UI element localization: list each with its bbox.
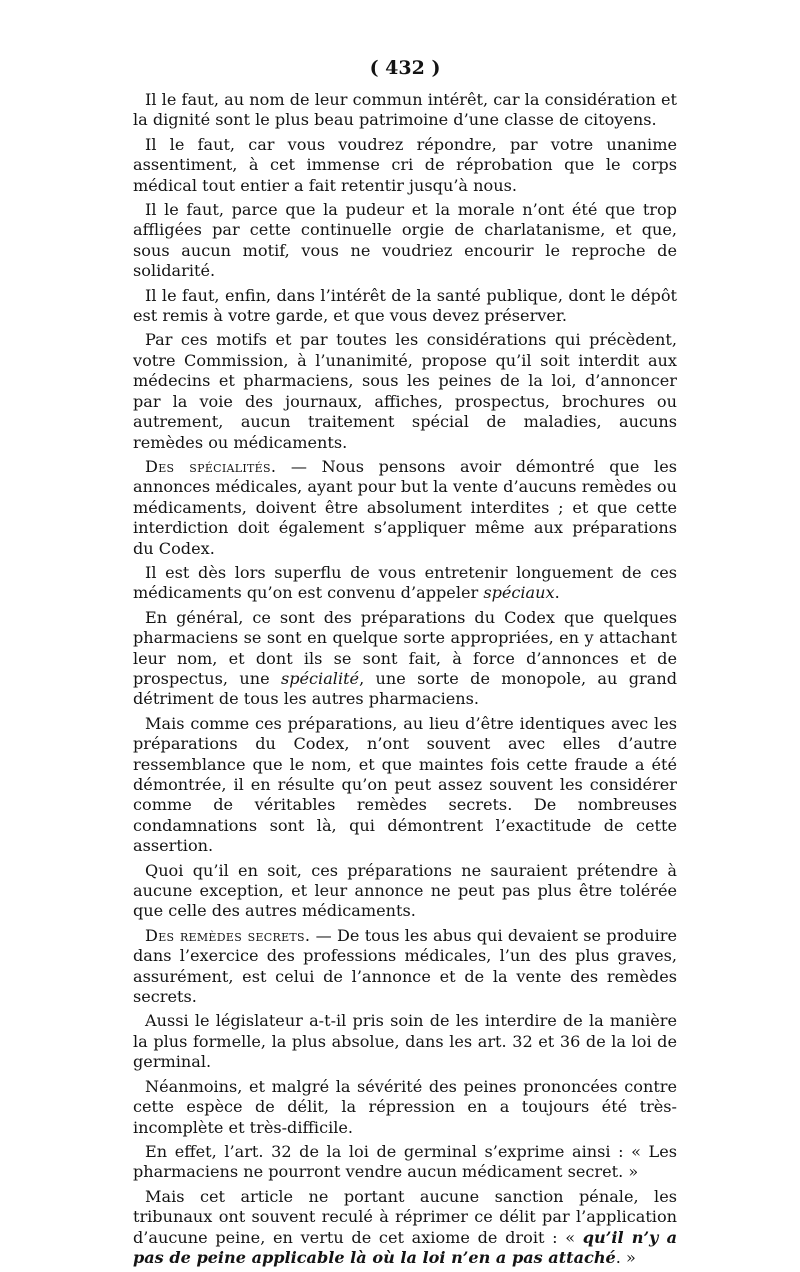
- paragraph-text: Aussi le législateur a-t-il pris soin de les interdire de la manière la plus formelle, la plus absolue, dans les art. 32 et 36 de la loi de germinal.: [133, 1011, 677, 1072]
- section-heading: Des remèdes secrets.: [145, 925, 311, 945]
- italic-term: spéciaux: [483, 583, 555, 603]
- paragraph-text-end: . »: [615, 1247, 636, 1267]
- paragraph-text: Il le faut, car vous voudrez répondre, par votre unanime assentiment, à cet immense cri de réprobation que le corps médical tout entier a fait retentir jusqu’à nous.: [133, 134, 677, 195]
- italic-term: spécialité: [280, 668, 360, 688]
- paragraph-text: Il le faut, au nom de leur commun intérêt, car la considération et la dignité sont le plus beau patrimoine d’une classe de citoyens.: [133, 90, 677, 130]
- paragraph: [133, 861, 677, 922]
- paragraph-text: En effet, l’art. 32 de la loi de germinal s’exprime ainsi : « Les pharmaciens ne pourront vendre aucun médicament secret. »: [133, 1141, 677, 1182]
- paragraph-text: Il est dès lors superflu de vous entretenir longuement de ces médicaments qu’on est convenu d’appeler: [133, 562, 677, 603]
- paragraph: [133, 330, 677, 452]
- paragraph: [133, 286, 677, 327]
- paragraph-text: Néanmoins, et malgré la sévérité des peines prononcées contre cette espèce de délit, la répression en a toujours été très-incomplète et très-difficile.: [133, 1076, 677, 1137]
- paragraph: [133, 563, 677, 604]
- section-heading: Des spécialités.: [145, 456, 277, 476]
- paragraph-text: Par ces motifs et par toutes les considérations qui précèdent, votre Commission, à l’unanimité, propose qu’il soit interdit aux médecins et pharmaciens, sous les peines de la loi, d’annoncer par la voie des journaux, affiches, prospectus, brochures ou autrement, aucun traitement spécial de maladies, aucuns remèdes ou médicaments.: [133, 330, 677, 452]
- paragraph: [133, 135, 677, 196]
- paragraph-text: — De tous les abus qui devaient se produire dans l’exercice des professions médicales, l’un des plus graves, assurément, est celui de l’annonce et de la vente des remèdes secrets.: [133, 925, 677, 1007]
- paragraph: [133, 1187, 677, 1269]
- paragraph: [133, 714, 677, 857]
- paragraph-text: Mais cet article ne portant aucune sanction pénale, les tribunaux ont souvent reculé à réprimer ce délit par l’application d’aucune peine, en vertu de cet axiome de droit : «: [133, 1186, 677, 1247]
- page-number: ( 432 ): [369, 57, 441, 79]
- page-body: [133, 56, 677, 1272]
- paragraph: [133, 1011, 677, 1072]
- paragraph: [133, 457, 677, 559]
- paragraph: [133, 90, 677, 131]
- paragraph-text: Quoi qu’il en soit, ces préparations ne sauraient prétendre à aucune exception, et leur annonce ne peut pas plus être tolérée que celle des autres médicaments.: [133, 860, 677, 921]
- paragraph-text: Il le faut, enfin, dans l’intérêt de la santé publique, dont le dépôt est remis à votre garde, et que vous devez préserver.: [133, 285, 677, 326]
- paragraph: [133, 1142, 677, 1183]
- paragraph-text: En général, ce sont des préparations du Codex que quelques pharmaciens se sont en quelque sorte appropriées, en y attachant leur nom, et dont ils se sont fait, à force d’annonces et de prospectus, une: [133, 607, 677, 688]
- paragraph-text: Il le faut, parce que la pudeur et la morale n’ont été que trop affligées par cette continuelle orgie de charlatanisme, et que, sous aucun motif, vous ne voudriez encourir le reproche de solidarité.: [133, 200, 677, 281]
- paragraph: [133, 608, 677, 710]
- paragraph-text: — Nous pensons avoir démontré que les annonces médicales, ayant pour but la vente d’aucuns remèdes ou médicaments, doivent être absolument interdites ; et que cette interdiction doit également s’appliquer même aux préparations du Codex.: [133, 456, 677, 558]
- paragraph-text-end: .: [554, 583, 560, 603]
- paragraph: [133, 1077, 677, 1138]
- legal-maxim: qu’il n’y a pas de peine applicable là où la loi n’en a pas attaché: [133, 1227, 678, 1267]
- paragraph: [133, 926, 677, 1008]
- paragraph-text-end: , une sorte de monopole, au grand détriment de tous les autres pharmaciens.: [133, 668, 678, 709]
- paragraph-text: Mais comme ces préparations, au lieu d’être identiques avec les préparations du Codex, n’ont souvent avec elles d’autre ressemblance que le nom, et que maintes fois cette fraude a été démontrée, il en résulte qu’on peut assez souvent les considérer comme de véritables remèdes secrets. De nombreuses condamnations sont là, qui démontrent l’exactitude de cette assertion.: [133, 713, 677, 856]
- paragraph: [133, 200, 677, 282]
